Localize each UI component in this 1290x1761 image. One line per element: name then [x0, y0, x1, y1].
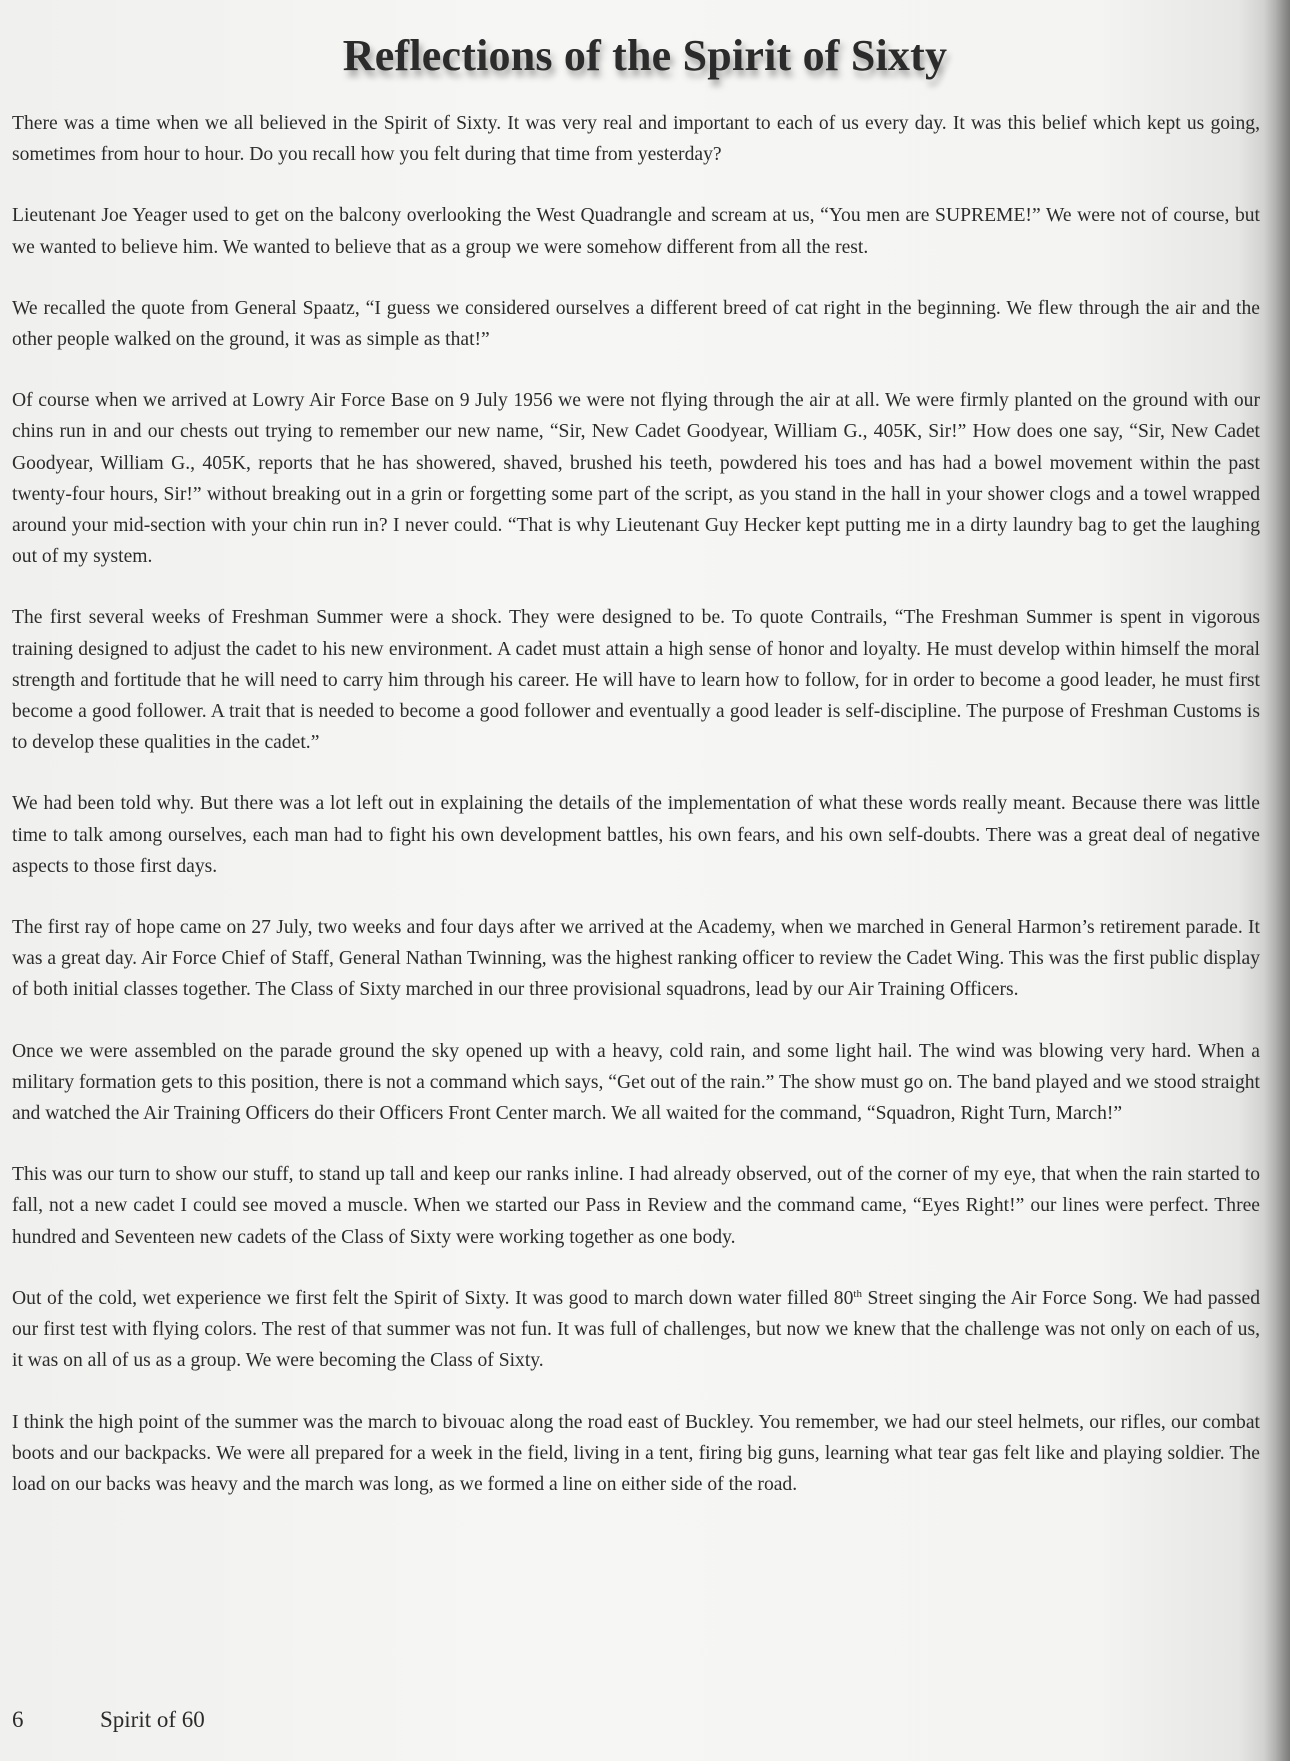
- paragraph-text-part: Out of the cold, wet experience we first felt the Spirit of Sixty. It was good to march down water filled 80: [12, 1287, 854, 1309]
- paragraph: Of course when we arrived at Lowry Air Force Base on 9 July 1956 we were not flying through the air at all. We were firmly planted on the ground with our chins run in and our chests out trying to remember our new name, “Sir, New Cadet Goodyear, William G., 405K, Sir!” How does one say, “Sir, New Cadet Goodyear, William G., 405K, reports that he has showered, shaved, brushed his teeth, powdered his toes and has had a bowel movement within the past twenty-four hours, Sir!” without breaking out in a grin or forgetting some part of the script, as you stand in the hall in your shower clogs and a towel wrapped around your mid-section with your chin run in? I never could. “That is why Lieutenant Guy Hecker kept putting me in a dirty laundry bag to get the laughing out of my system.: [12, 390, 1260, 568]
- page-title: Reflections of the Spirit of Sixty: [342, 31, 948, 80]
- paragraph: We recalled the quote from General Spaatz, “I guess we considered ourselves a different breed of cat right in the beginning. We flew through the air and the other people walked on the ground, it was as simple as that!”: [12, 297, 1260, 351]
- running-title: Spirit of 60: [100, 1707, 205, 1732]
- page-footer: [12, 1705, 205, 1735]
- article-body: [12, 108, 1260, 1530]
- page-number: 6: [12, 1707, 24, 1732]
- paragraph: I think the high point of the summer was the march to bivouac along the road east of Buckley. You remember, we had our steel helmets, our rifles, our combat boots and our backpacks. We were all prepared for a week in the field, living in a tent, firing big guns, learning what tear gas felt like and playing soldier. The load on our backs was heavy and the march was long, as we formed a line on either side of the road.: [12, 1411, 1260, 1495]
- paragraph: We had been told why. But there was a lot left out in explaining the details of the implementation of what these words really meant. Because there was little time to talk among ourselves, each man had to fight his own development battles, his own fears, and his own self-doubts. There was a great deal of negative aspects to those first days.: [12, 793, 1260, 877]
- paragraph: The first several weeks of Freshman Summer were a shock. They were designed to be. To quote Contrails, “The Freshman Summer is spent in vigorous training designed to adjust the cadet to his new environment. A cadet must attain a high sense of honor and loyalty. He must develop within himself the moral strength and fortitude that he will need to carry him through his career. He will have to learn how to follow, for in order to become a good leader, he must first become a good follower. A trait that is needed to become a good follower and eventually a good leader is self-discipline. The purpose of Freshman Customs is to develop these qualities in the cadet.”: [12, 607, 1260, 754]
- ordinal-suffix: th: [853, 1287, 862, 1300]
- paragraph: Lieutenant Joe Yeager used to get on the balcony overlooking the West Quadrangle and scream at us, “You men are SUPREME!” We were not of course, but we wanted to believe him. We wanted to believe that as a group we were somehow different from all the rest.: [12, 205, 1260, 258]
- paragraph-text-part: Street singing the Air Force Song. We had passed our first test with flying colors. The rest of that summer was not fun. It was full of challenges, but now we knew that the challenge was not only on each of us, it was on all of us as a group. We were becoming the Class of Sixty.: [12, 1287, 1260, 1372]
- paragraph: The first ray of hope came on 27 July, two weeks and four days after we arrived at the Academy, when we marched in General Harmon’s retirement parade. It was a great day. Air Force Chief of Staff, General Nathan Twinning, was the highest ranking officer to review the Cadet Wing. This was the first public display of both initial classes together. The Class of Sixty marched in our three provisional squadrons, lead by our Air Training Officers.: [12, 917, 1260, 1001]
- paragraph: There was a time when we all believed in the Spirit of Sixty. It was very real and important to each of us every day. It was this belief which kept us going, sometimes from hour to hour. Do you recall how you felt during that time from yesterday?: [12, 113, 1260, 166]
- paragraph: Once we were assembled on the parade ground the sky opened up with a heavy, cold rain, and some light hail. The wind was blowing very hard. When a military formation gets to this position, there is not a command which says, “Get out of the rain.” The show must go on. The band played and we stood straight and watched the Air Training Officers do their Officers Front Center march. We all waited for the command, “Squadron, Right Turn, March!”: [12, 1040, 1260, 1125]
- paragraph-with-ordinal: [12, 1283, 1260, 1377]
- binding-shadow: [1264, 0, 1290, 1761]
- paragraph: This was our turn to show our stuff, to stand up tall and keep our ranks inline. I had already observed, out of the corner of my eye, that when the rain started to fall, not a new cadet I could see moved a muscle. When we started our Pass in Review and the command came, “Eyes Right!” our lines were perfect. Three hundred and Seventeen new cadets of the Class of Sixty were working together as one body.: [12, 1164, 1260, 1248]
